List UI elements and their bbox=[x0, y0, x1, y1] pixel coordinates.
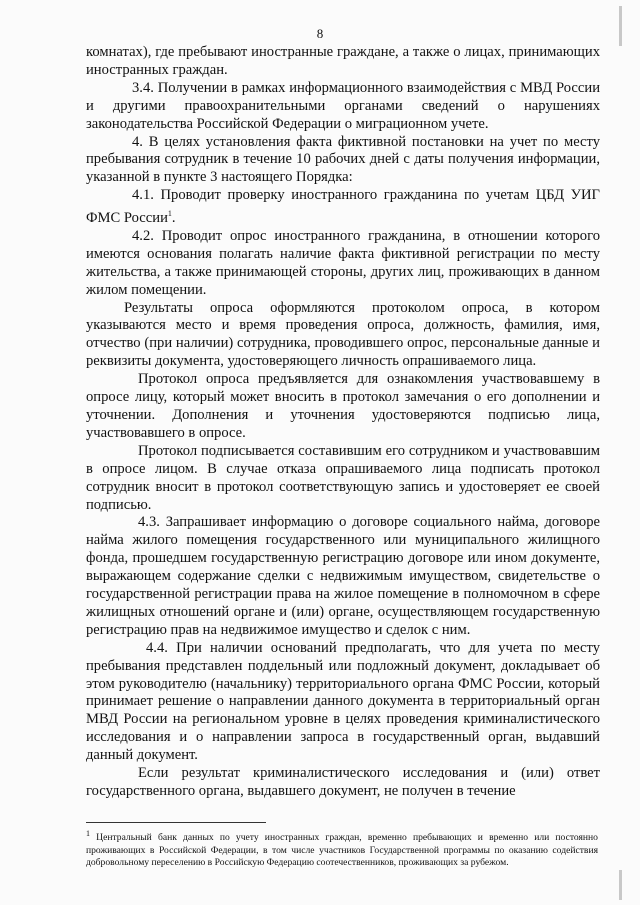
scan-margin-mark bbox=[619, 6, 622, 46]
paragraph-with-footnote: 4.1. Проводит проверку иностранного гражданина по учетам ЦБД УИГ ФМС России$^1$. bbox=[86, 187, 600, 227]
paragraph: комнатах), где пребывают иностранные граждане, а также о лицах, принимающих иностранных граждан. bbox=[86, 44, 600, 78]
page-number: 8 bbox=[316, 26, 324, 41]
footnote-number: 1 bbox=[86, 829, 90, 838]
paragraph: Протокол подписывается составившим его сотрудником и участвовавшим в опросе лицом. В случае отказа опрашиваемого лица подписать протокол сотрудник вносит в протокол соответствующую запись и удостоверяет ее своей подписью. bbox=[86, 442, 600, 513]
paragraph: 4.2. Проводит опрос иностранного гражданина, в отношении которого имеются основания полагать наличие факта фиктивной регистрации по месту жительства, а также принимающей стороны, других лиц, проживающих в данном жилом помещении. bbox=[86, 227, 600, 298]
footnote-divider bbox=[86, 822, 266, 823]
footnote bbox=[86, 828, 598, 870]
paragraph: 4.3. Запрашивает информацию о договоре социального найма, договоре найма жилого помещения государственного или муниципального жилищного фонда, прошедшем государственную регистрацию договоре или ином документе, выражающем содержание сделки с недвижимым имуществом, свидетельстве о государственной регистрации права на жилое помещение в полномочном в сфере жилищных отношений органе и (или) органе, осуществляющем государственную регистрацию прав на недвижимое имущество и сделок с ним. bbox=[86, 514, 600, 638]
footnote-reference: 1 bbox=[167, 209, 172, 219]
footnote-text: Центральный банк данных по учету иностранных граждан, временно пребывающих и временно или постоянно проживающих в Российской Федерации, в том числе участников Государственной программы по оказанию содействия добровольному переселению в Российскую Федерацию соотечественников, проживающих за рубежом. bbox=[86, 832, 598, 869]
paragraph: 4.4. При наличии оснований предполагать, что для учета по месту пребывания представлен поддельный или подложный документ, докладывает об этом руководителю (начальнику) территориального органа ФМС России, который принимает решение о направлении данного документа в территориальный орган МВД России на региональном уровне в целях проведения криминалистического исследования и о направлении запроса в государственный орган, выдавший данный документ. bbox=[86, 639, 600, 764]
paragraph-text: 4.1. Проводит проверку иностранного гражданина по учетам ЦБД УИГ ФМС России bbox=[86, 187, 600, 227]
paragraph: Результаты опроса оформляются протоколом опроса, в котором указываются место и время проведения опроса, должность, фамилия, имя, отчество (при наличии) сотрудника, проводившего опрос, персональные данные и реквизиты документа, удостоверяющего личность опрашиваемого лица. bbox=[86, 299, 600, 370]
document-body bbox=[86, 44, 600, 801]
scan-margin-mark bbox=[619, 870, 622, 900]
paragraph: Протокол опроса предъявляется для ознакомления участвовавшему в опросе лицу, который может вносить в протокол замечания о его дополнении и уточнении. Дополнения и уточнения удостоверяются подписью лица, участвовавшего в опросе. bbox=[86, 371, 600, 441]
paragraph: 4. В целях установления факта фиктивной постановки на учет по месту пребывания сотрудник в течение 10 рабочих дней с даты получения информации, указанной в пункте 3 настоящего Порядка: bbox=[86, 133, 600, 186]
paragraph: Если результат криминалистического исследования и (или) ответ государственного органа, выдавшего документ, не получен в течение bbox=[86, 765, 600, 800]
paragraph: 3.4. Получении в рамках информационного взаимодействия с МВД России и другими правоохранительными органами сведений о нарушениях законодательства Российской Федерации о миграционном учете. bbox=[86, 79, 600, 132]
